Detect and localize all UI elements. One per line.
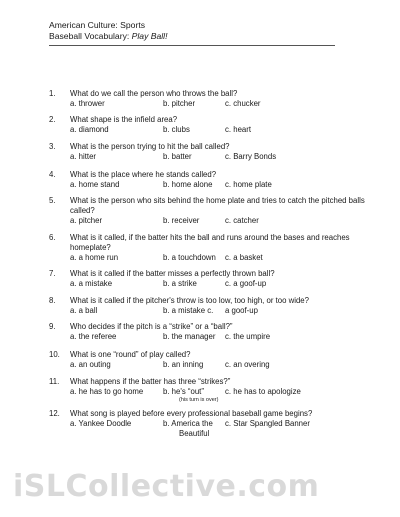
answer-option-c	[225, 99, 261, 109]
answer-options	[70, 99, 370, 109]
question-number: 3.	[49, 142, 56, 151]
question-body	[70, 322, 370, 342]
answer-option-text: b. a mistake c.	[163, 306, 214, 315]
question-number: 7.	[49, 269, 56, 278]
answer-option-b	[163, 419, 213, 439]
question-number: 6.	[49, 233, 56, 242]
answer-option-b	[163, 152, 192, 162]
watermark: iSLCollective.com	[13, 469, 320, 504]
answer-option-c	[225, 279, 266, 289]
answer-option-c	[225, 332, 270, 342]
answer-option-text: b. receiver	[163, 216, 200, 225]
question-text: Who decides if the pitch is a “strike” or a “ball?”	[70, 322, 233, 331]
question-number: 4.	[49, 170, 56, 179]
answer-option-text: b. home alone	[163, 180, 213, 189]
question-text: What happens if the batter has three “strikes?”	[70, 377, 231, 386]
question-number: 11.	[49, 377, 60, 386]
answer-options	[70, 332, 370, 342]
question-body	[70, 115, 370, 135]
answer-option-text: c. home plate	[225, 180, 272, 189]
answer-option-c	[225, 387, 301, 397]
answer-option-c	[225, 125, 251, 135]
answer-options	[70, 152, 370, 162]
answer-option-text: c. Barry Bonds	[225, 152, 277, 161]
answer-options	[70, 306, 370, 316]
answer-option-text: c. Star Spangled Banner	[225, 419, 310, 428]
answer-option-b	[163, 99, 195, 109]
answer-option-b	[163, 180, 212, 190]
answer-options	[70, 125, 370, 135]
question-text: What do we call the person who throws the ball?	[70, 89, 238, 98]
answer-option-a	[70, 332, 116, 342]
answer-option-text: c. heart	[225, 125, 252, 134]
answer-option-note: (his turn is over)	[179, 397, 219, 403]
answer-option-b	[163, 387, 218, 404]
answer-option-c	[225, 253, 263, 263]
answer-option-text: b. batter	[163, 152, 192, 161]
answer-option-text: a. an outing	[70, 360, 111, 369]
answer-option-c	[225, 360, 270, 370]
answer-option-a	[70, 253, 118, 263]
answer-option-text: a. the referee	[70, 332, 117, 341]
question-number: 8.	[49, 296, 56, 305]
answer-option-text: c. chucker	[225, 99, 261, 108]
answer-option-text: b. a strike	[163, 279, 197, 288]
answer-option-text: a. home stand	[70, 180, 120, 189]
question-number: 5.	[49, 196, 56, 205]
answer-option-a	[70, 360, 111, 370]
question-body	[70, 196, 370, 226]
question-text: What is one “round” of play called?	[70, 350, 191, 359]
question-text: What shape is the infield area?	[70, 115, 178, 124]
answer-option-text: b. the manager	[163, 332, 216, 341]
question-body	[70, 269, 370, 289]
question-body	[70, 89, 370, 109]
answer-options	[70, 216, 370, 226]
answer-option-c	[225, 306, 258, 316]
question-body	[70, 350, 370, 370]
question-body	[70, 233, 370, 263]
answer-options	[70, 180, 370, 190]
question-text: What is the person who sits behind the home plate and tries to catch the pitched balls called?	[70, 196, 365, 215]
answer-option-b	[163, 332, 215, 342]
question-number: 1.	[49, 89, 56, 98]
question-body	[70, 170, 370, 190]
answer-option-a	[70, 279, 112, 289]
question-text: What is it called if the pitcher's throw is too low, too high, or too wide?	[70, 296, 309, 305]
question-text: What is the person trying to hit the ball called?	[70, 142, 230, 151]
answer-option-text: c. catcher	[225, 216, 259, 225]
answer-option-a	[70, 152, 96, 162]
answer-option-text: a. a mistake	[70, 279, 113, 288]
answer-option-b	[163, 279, 197, 289]
question-text: What is the place where he stands called?	[70, 170, 217, 179]
answer-option-text: c. a basket	[225, 253, 263, 262]
worksheet-title	[49, 31, 167, 42]
answer-option-a	[70, 99, 105, 109]
answer-option-text: a. hitter	[70, 152, 97, 161]
worksheet-title-prefix: Baseball Vocabulary:	[49, 31, 132, 41]
answer-option-text: a. pitcher	[70, 216, 103, 225]
answer-options	[70, 387, 370, 403]
question-text: What is it called, if the batter hits the ball and runs around the bases and reaches homeplate?	[70, 233, 350, 252]
question-body	[70, 409, 370, 438]
answer-option-text: a goof-up	[225, 306, 258, 315]
answer-option-text: b. he's “out”	[163, 387, 204, 396]
answer-option-b	[163, 306, 213, 316]
answer-option-b	[163, 253, 216, 263]
answer-option-a	[70, 419, 131, 429]
question-number: 10.	[49, 350, 60, 359]
question-body	[70, 296, 370, 316]
answer-option-a	[70, 125, 109, 135]
question-body	[70, 142, 370, 162]
worksheet-header	[49, 20, 167, 42]
answer-option-a	[70, 387, 143, 397]
question-text: What song is played before every professional baseball game begins?	[70, 409, 313, 418]
answer-option-b	[163, 125, 190, 135]
answer-options	[70, 419, 370, 438]
answer-option-text: a. Yankee Doodle	[70, 419, 132, 428]
answer-option-text: c. an overing	[225, 360, 270, 369]
answer-options	[70, 360, 370, 370]
answer-option-text: b. a touchdown	[163, 253, 216, 262]
answer-option-text: b. pitcher	[163, 99, 196, 108]
question-text: What is it called if the batter misses a perfectly thrown ball?	[70, 269, 275, 278]
question-number: 9.	[49, 322, 56, 331]
answer-option-a	[70, 180, 119, 190]
answer-option-c	[225, 180, 272, 190]
answer-option-text: a. thrower	[70, 99, 105, 108]
worksheet-title-italic: Play Ball!	[131, 31, 168, 41]
answer-option-c	[225, 419, 310, 429]
answer-options	[70, 253, 370, 263]
answer-option-b	[163, 360, 203, 370]
answer-option-text: a. a ball	[70, 306, 98, 315]
answer-option-continuation: Beautiful	[179, 429, 210, 438]
answer-option-text: b. clubs	[163, 125, 190, 134]
answer-option-b	[163, 216, 199, 226]
answer-option-text: b. America the	[163, 419, 213, 428]
question-body	[70, 377, 370, 403]
answer-option-text: c. a goof-up	[225, 279, 267, 288]
course-title: American Culture: Sports	[49, 20, 145, 30]
answer-option-text: c. he has to apologize	[225, 387, 301, 396]
question-number: 2.	[49, 115, 56, 124]
answer-option-a	[70, 306, 97, 316]
answer-option-text: b. an inning	[163, 360, 204, 369]
answer-option-text: a. he has to go home	[70, 387, 144, 396]
header-divider	[49, 45, 335, 46]
answer-option-c	[225, 216, 259, 226]
answer-option-text: c. the umpire	[225, 332, 271, 341]
answer-option-a	[70, 216, 102, 226]
answer-options	[70, 279, 370, 289]
answer-option-text: a. diamond	[70, 125, 109, 134]
answer-option-c	[225, 152, 276, 162]
answer-option-text: a. a home run	[70, 253, 119, 262]
question-number: 12.	[49, 409, 60, 418]
